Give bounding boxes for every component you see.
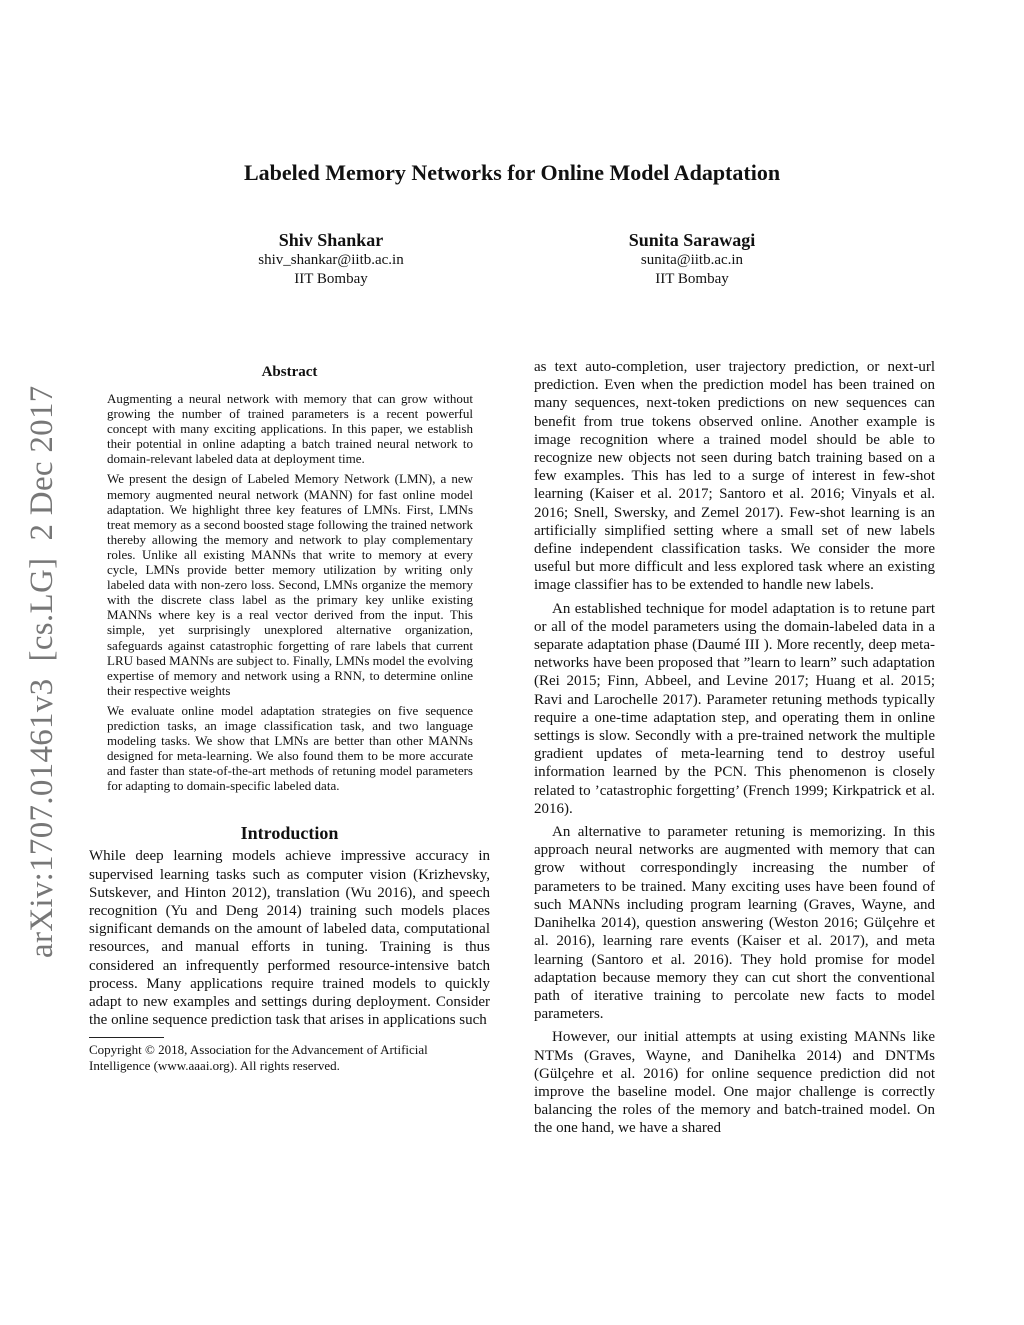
author-affiliation: IIT Bombay	[294, 271, 368, 287]
author-block-1	[201, 229, 461, 289]
abstract-body	[89, 391, 490, 793]
author-email: sunita@iitb.ac.in	[640, 252, 744, 268]
author-name: Sunita Sarawagi	[628, 230, 756, 250]
author-block-2	[562, 229, 822, 289]
body-paragraph: An established technique for model adaptation is to retune part or all of the model parameters using the domain-labeled data in a separate adaptation phase (Daumé III ). More recently, deep meta-networks have been proposed that ”learn to learn” such adaptation (Rei 2015; Finn, Abbeel, and Levine 2017; Huang et al. 2015; Ravi and Larochelle 2017). Parameter retuning methods typically require a one-time adaptation step, and operating them in online settings is slow. Secondly with a pre-trained network the multiple gradient updates of meta-learning tend to destroy useful information learned by the PCN. This phenomenon is closely related to ’catastrophic forgetting’ (French 1999; Kirkpatrick et al. 2016).	[534, 600, 935, 817]
footnote-divider	[89, 1037, 164, 1038]
abstract-paragraph: We present the design of Labeled Memory Network (LMN), a new memory augmented neural network (MANN) for fast online model adaptation. We highlight three key features of LMNs. First, LMNs treat memory as a second boosted stage following the trained network thereby allowing the memory and network to play complementary roles. Unlike all existing MANNs that write to memory at every cycle, LMNs provide better memory utilization by writing only labeled data with non-zero loss. Second, LMNs organize the memory with the discrete class label as the primary key unlike existing MANNs where key is a real vector derived from the input. This simple, yet surprisingly unexplored alternative organization, safeguards against catastrophic forgetting of rare labels that current LRU based MANNs are subject to. Finally, LMNs model the evolving expertise of memory and network using a RNN, to determine online their respective weights	[107, 471, 473, 698]
left-column	[89, 360, 490, 1074]
copyright-footnote: Copyright © 2018, Association for the Advancement of Artificial Intelligence (www.aaai.org). All rights reserved.	[89, 1042, 428, 1074]
paper-title: Labeled Memory Networks for Online Model Adaptation	[243, 160, 781, 185]
author-name: Shiv Shankar	[278, 230, 384, 250]
body-paragraph: as text auto-completion, user trajectory prediction, or next-url prediction. Even when the prediction model has been trained on many sequences, next-token predictions on new sequences can benefit from true tokens observed online. Another example is image recognition where a trained model should be able to recognize new objects not seen during batch training based on a few examples. This has led to a surge of interest in few-shot learning (Kaiser et al. 2017; Santoro et al. 2016; Vinyals et al. 2016; Snell, Swersky, and Zemel 2017). Few-shot learning is an artificially simplified setting where a small set of new labels define independent classification tasks. We consider the more useful but more difficult and less explored task where an existing image classifier has to be extended to handle new labels.	[534, 359, 935, 594]
right-column	[534, 358, 935, 1138]
body-paragraph: While deep learning models achieve impressive accuracy in supervised learning tasks such as computer vision (Krizhevsky, Sutskever, and Hinton 2012), translation (Wu 2016), and speech recognition (Yu and Deng 2014) training such models places significant demands on the amount of labeled data, computational resources, and manual efforts in tuning. Training is thus considered an infrequently performed resource-intensive batch process. Many applications require trained models to quickly adapt to new examples and settings during deployment. Consider the online sequence prediction task that arises in applications such	[89, 848, 490, 1029]
author-email: shiv_shankar@iitb.ac.in	[258, 252, 404, 268]
abstract-paragraph: We evaluate online model adaptation strategies on five sequence prediction tasks, an image classification task, and two language modeling tasks. We show that LMNs are better than other MANNs designed for meta-learning. We also found them to be more accurate and faster than state-of-the-art methods of retuning model parameters for adapting to domain-specific labeled data.	[107, 702, 473, 794]
introduction-heading: Introduction	[240, 823, 339, 844]
arxiv-stamp: arXiv:1707.01461v3 [cs.LG] 2 Dec 2017	[24, 385, 60, 958]
abstract-paragraph: Augmenting a neural network with memory that can grow without growing the number of trained parameters is a recent powerful concept with many exciting applications. In this paper, we establish their potential in online adapting a batch trained neural network to domain-relevant labeled data at deployment time.	[107, 391, 473, 467]
body-paragraph: An alternative to parameter retuning is memorizing. In this approach neural networks are augmented with memory that can grow without correspondingly increasing the number of parameters to be trained. Many exciting uses have been found of such MANNs including program learning (Graves, Wayne, and Danihelka 2014), question answering (Weston 2016; Gülçehre et al. 2016), learning rare events (Kaiser et al. 2017), and meta learning (Santoro et al. 2016). They hold promise for model adaptation because memory they can cut short the conventional path of iterative training to percolate new facts to model parameters.	[534, 824, 935, 1023]
author-affiliation: IIT Bombay	[655, 271, 729, 287]
body-paragraph: However, our initial attempts at using existing MANNs like NTMs (Graves, Wayne, and Danihelka 2014) and DNTMs (Gülçehre et al. 2016) for online sequence prediction did not improve the baseline model. One major challenge is correctly balancing the roles of the memory and batch-trained model. On the one hand, we have a shared	[534, 1029, 935, 1137]
abstract-heading: Abstract	[261, 364, 318, 380]
